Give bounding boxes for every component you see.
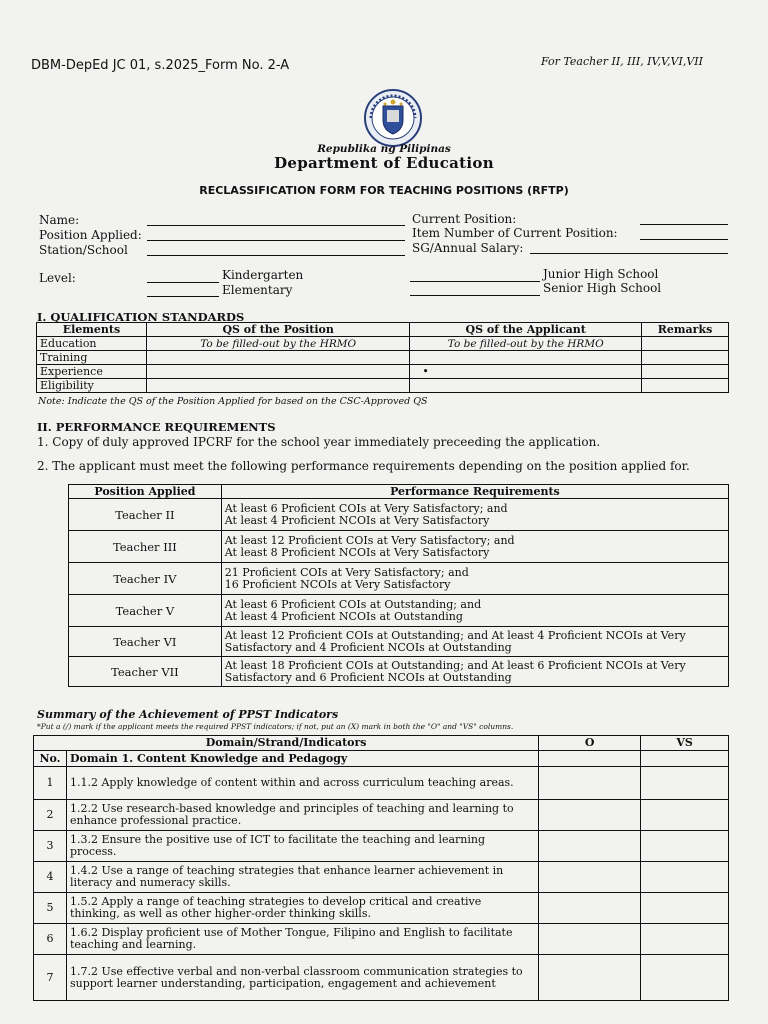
ppst-ind-line1: 1.5.2 Apply a range of teaching strategies to develop critical and creative [69, 895, 482, 908]
performance-table [68, 484, 729, 687]
level-label: Level: [39, 271, 76, 285]
ppst-ind-line2: enhance professional practice. [69, 814, 242, 827]
ppst-o-cell[interactable] [539, 924, 641, 955]
station-school-field[interactable] [147, 255, 405, 256]
perf-position: Teacher II [69, 499, 222, 531]
perf-req-line1: 21 Proficient COIs at Very Satisfactory; and [224, 565, 469, 579]
qs-row-eligibility [37, 379, 729, 393]
perf-req-line2: Satisfactory and 4 Proficient NCOIs at Outstanding [224, 640, 512, 654]
perf-req-line1: At least 6 Proficient COIs at Very Satisfactory; and [224, 501, 508, 515]
qs-element: Experience [37, 365, 147, 379]
performance-item-2: 2. The applicant must meet the following performance requirements depending on the position applied for. [37, 459, 690, 473]
ppst-no: 5 [34, 893, 67, 924]
perf-req-line2: 16 Proficient NCOIs at Very Satisfactory [224, 577, 451, 591]
qs-header-remarks: Remarks [642, 323, 729, 337]
deped-seal-icon [363, 88, 423, 148]
current-position-field[interactable] [640, 224, 728, 225]
ppst-vs-cell[interactable] [641, 800, 729, 831]
ppst-indicator [66, 893, 538, 924]
ppst-row [34, 955, 729, 1001]
elementary-label: Elementary [222, 283, 293, 297]
ppst-o-cell[interactable] [539, 893, 641, 924]
ppst-o-cell[interactable] [539, 955, 641, 1001]
form-title: RECLASSIFICATION FORM FOR TEACHING POSITIONS (RFTP) [199, 184, 569, 197]
perf-position: Teacher IV [69, 563, 222, 595]
qs-applicant-cell[interactable] [410, 351, 642, 365]
qs-applicant-cell[interactable]: • [410, 365, 642, 379]
qs-position-cell[interactable] [146, 351, 410, 365]
ppst-ind-line2: process. [69, 845, 117, 858]
ppst-header-vs: VS [641, 736, 729, 751]
position-applied-label: Position Applied: [39, 228, 142, 242]
ppst-no: 3 [34, 831, 67, 862]
qualification-section-title: I. QUALIFICATION STANDARDS [37, 310, 245, 324]
qs-element: Eligibility [37, 379, 147, 393]
ppst-row [34, 924, 729, 955]
ppst-ind-line2: support learner understanding, participation, engagement and achievement [69, 976, 496, 990]
ppst-vs-cell[interactable] [641, 767, 729, 800]
ppst-row [34, 800, 729, 831]
ppst-o-cell[interactable] [539, 751, 641, 767]
qualification-note: Note: Indicate the QS of the Position Applied for based on the CSC-Approved QS [38, 396, 428, 407]
ppst-indicator [66, 955, 538, 1001]
qs-applicant-cell[interactable] [410, 379, 642, 393]
item-number-field[interactable] [640, 239, 728, 240]
performance-section-title: II. PERFORMANCE REQUIREMENTS [37, 420, 276, 434]
ppst-vs-cell[interactable] [641, 893, 729, 924]
perf-header-position: Position Applied [69, 485, 222, 499]
ppst-row [34, 767, 729, 800]
ppst-vs-cell[interactable] [641, 831, 729, 862]
junior-high-label: Junior High School [543, 267, 659, 281]
ppst-ind-line1: 1.3.2 Ensure the positive use of ICT to facilitate the teaching and learning [69, 833, 486, 846]
perf-requirement [221, 595, 728, 627]
senior-high-label: Senior High School [543, 281, 662, 295]
ppst-row [34, 831, 729, 862]
form-code: DBM-DepEd JC 01, s.2025_Form No. 2-A [31, 58, 290, 73]
ppst-ind-line1: 1.2.2 Use research-based knowledge and principles of teaching and learning to [69, 802, 514, 815]
qs-position-cell[interactable]: To be filled-out by the HRMO [146, 337, 410, 351]
ppst-header-domain: Domain/Strand/Indicators [34, 736, 539, 751]
perf-position: Teacher VII [69, 657, 222, 687]
ppst-ind-line1: 1.7.2 Use effective verbal and non-verbal classroom communication strategies to [69, 964, 523, 978]
elementary-check[interactable] [147, 296, 219, 297]
ppst-ind-line1: 1.6.2 Display proficient use of Mother Tongue, Filipino and English to facilitate [69, 926, 513, 939]
qualification-table [36, 322, 729, 393]
department-title: Department of Education [274, 154, 494, 172]
station-school-label: Station/School [39, 243, 128, 257]
perf-req-line2: Satisfactory and 6 Proficient NCOIs at Outstanding [224, 670, 512, 684]
qs-remarks-cell[interactable] [642, 379, 729, 393]
qs-row-experience [37, 365, 729, 379]
qs-remarks-cell[interactable] [642, 337, 729, 351]
position-applied-field[interactable] [147, 240, 405, 241]
ppst-ind-line2: literacy and numeracy skills. [69, 876, 231, 889]
qs-applicant-cell[interactable]: To be filled-out by the HRMO [410, 337, 642, 351]
perf-row [69, 499, 729, 531]
summary-instruction: *Put a (/) mark if the applicant meets the required PPST indicators; if not, put an (X) mark in both the "O" and "VS" columns. [37, 722, 514, 731]
performance-item-1: 1. Copy of duly approved IPCRF for the school year immediately preceeding the application. [37, 435, 601, 449]
ppst-no: 1 [34, 767, 67, 800]
ppst-ind-line1: 1.4.2 Use a range of teaching strategies that enhance learner achievement in [69, 864, 504, 877]
ppst-indicator [66, 924, 538, 955]
qs-remarks-cell[interactable] [642, 351, 729, 365]
ppst-vs-cell[interactable] [641, 924, 729, 955]
perf-position: Teacher III [69, 531, 222, 563]
qs-header-position: QS of the Position [146, 323, 410, 337]
ppst-vs-cell[interactable] [641, 862, 729, 893]
ppst-vs-cell[interactable] [641, 751, 729, 767]
ppst-ind-line2: thinking, as well as other higher-order thinking skills. [69, 907, 371, 920]
perf-requirement [221, 627, 728, 657]
perf-row [69, 595, 729, 627]
perf-req-line2: At least 4 Proficient NCOIs at Outstanding [224, 609, 463, 623]
qs-row-education [37, 337, 729, 351]
kindergarten-check[interactable] [147, 282, 219, 283]
ppst-domain-1: Domain 1. Content Knowledge and Pedagogy [66, 751, 538, 767]
perf-requirement [221, 499, 728, 531]
perf-row [69, 563, 729, 595]
republic-label: Republika ng Pilipinas [317, 143, 451, 155]
ppst-o-cell[interactable] [539, 831, 641, 862]
name-field[interactable] [147, 225, 405, 226]
qs-position-cell[interactable] [146, 365, 410, 379]
perf-requirement [221, 657, 728, 687]
perf-req-line1: At least 18 Proficient COIs at Outstanding; and At least 6 Proficient NCOIs at Very [224, 658, 686, 672]
for-teacher-label: For Teacher II, III, IV,V,VI,VII [541, 55, 703, 68]
perf-row [69, 657, 729, 687]
perf-req-line2: At least 8 Proficient NCOIs at Very Satisfactory [224, 545, 490, 559]
ppst-indicator [66, 831, 538, 862]
ppst-table [33, 735, 729, 1001]
perf-position: Teacher V [69, 595, 222, 627]
ppst-no: 6 [34, 924, 67, 955]
current-position-label: Current Position: [412, 212, 517, 226]
qs-row-training [37, 351, 729, 365]
ppst-no: 7 [34, 955, 67, 1001]
perf-row [69, 627, 729, 657]
senior-high-check[interactable] [410, 295, 540, 296]
ppst-o-cell[interactable] [539, 767, 641, 800]
ppst-indicator [66, 862, 538, 893]
name-label: Name: [39, 213, 80, 227]
qs-position-cell[interactable] [146, 379, 410, 393]
qs-remarks-cell[interactable] [642, 365, 729, 379]
perf-header-requirements: Performance Requirements [221, 485, 728, 499]
ppst-vs-cell[interactable] [641, 955, 729, 1001]
perf-req-line1: At least 12 Proficient COIs at Very Satisfactory; and [224, 533, 515, 547]
qs-header-elements: Elements [37, 323, 147, 337]
perf-requirement [221, 563, 728, 595]
qs-element: Training [37, 351, 147, 365]
qs-header-applicant: QS of the Applicant [410, 323, 642, 337]
perf-req-line1: At least 12 Proficient COIs at Outstanding; and At least 4 Proficient NCOIs at Very [224, 628, 686, 642]
ppst-header-no: No. [34, 751, 67, 767]
item-number-label: Item Number of Current Position: [412, 226, 618, 240]
perf-position: Teacher VI [69, 627, 222, 657]
perf-req-line1: At least 6 Proficient COIs at Outstanding; and [224, 597, 482, 611]
ppst-indicator [66, 800, 538, 831]
ppst-no: 2 [34, 800, 67, 831]
ppst-row [34, 862, 729, 893]
perf-row [69, 531, 729, 563]
ppst-indicator [66, 767, 538, 800]
ppst-no: 4 [34, 862, 67, 893]
qs-element: Education [37, 337, 147, 351]
perf-req-line2: At least 4 Proficient NCOIs at Very Satisfactory [224, 513, 490, 527]
ppst-ind-line2: 1.1.2 Apply knowledge of content within and across curriculum teaching areas. [69, 776, 514, 789]
junior-high-check[interactable] [410, 281, 540, 282]
ppst-ind-line2: teaching and learning. [69, 938, 197, 951]
sg-salary-field[interactable] [530, 253, 728, 254]
perf-requirement [221, 531, 728, 563]
ppst-row [34, 893, 729, 924]
summary-title: Summary of the Achievement of PPST Indicators [37, 708, 339, 721]
sg-salary-label: SG/Annual Salary: [412, 241, 524, 255]
kindergarten-label: Kindergarten [222, 268, 304, 282]
ppst-header-o: O [539, 736, 641, 751]
ppst-o-cell[interactable] [539, 800, 641, 831]
ppst-o-cell[interactable] [539, 862, 641, 893]
